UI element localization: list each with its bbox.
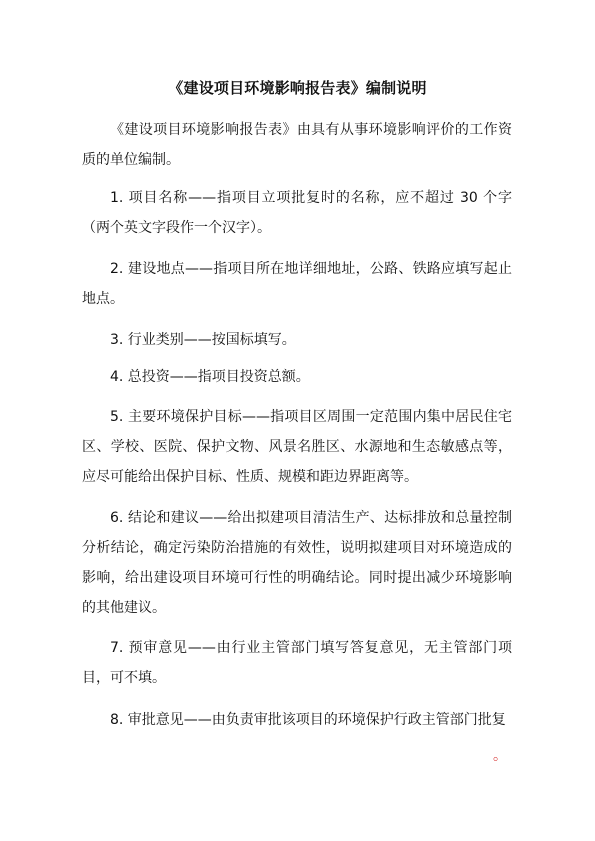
item-approval-opinion: 8. 审批意见——由负责审批该项目的环境保护行政主管部门批复 bbox=[110, 712, 506, 728]
item-project-name: 1. 项目名称——指项目立项批复时的名称，应不超过 30 个字（两个英文字段作一个汉字）。 bbox=[82, 190, 512, 236]
trailing-punctuation-mark: 。 bbox=[493, 748, 507, 764]
item-protection-targets: 5. 主要环境保护目标——指项目区周围一定范围内集中居民住宅区、学校、医院、保护文物、风景名胜区、水源地和生态敏感点等，应尽可能给出保护目标、性质、规模和距边界距离等。 bbox=[82, 409, 512, 485]
intro-paragraph: 《建设项目环境影响报告表》由具有从事环境影响评价的工作资质的单位编制。 bbox=[82, 122, 512, 168]
item-preliminary-review: 7. 预审意见——由行业主管部门填写答复意见，无主管部门项目，可不填。 bbox=[82, 640, 512, 686]
item-total-investment: 4. 总投资——指项目投资总额。 bbox=[110, 369, 310, 385]
item-construction-site: 2. 建设地点——指项目所在地详细地址，公路、铁路应填写起止地点。 bbox=[82, 261, 512, 307]
document-title: 《建设项目环境影响报告表》编制说明 bbox=[168, 79, 427, 97]
item-conclusions: 6. 结论和建议——给出拟建项目清洁生产、达标排放和总量控制分析结论，确定污染防治措施的有效性，说明拟建项目对环境造成的影响，给出建设项目环境可行性的明确结论。同时提出减少环境影响的其他建议。 bbox=[82, 510, 512, 616]
item-industry-category: 3. 行业类别——按国标填写。 bbox=[110, 332, 296, 348]
